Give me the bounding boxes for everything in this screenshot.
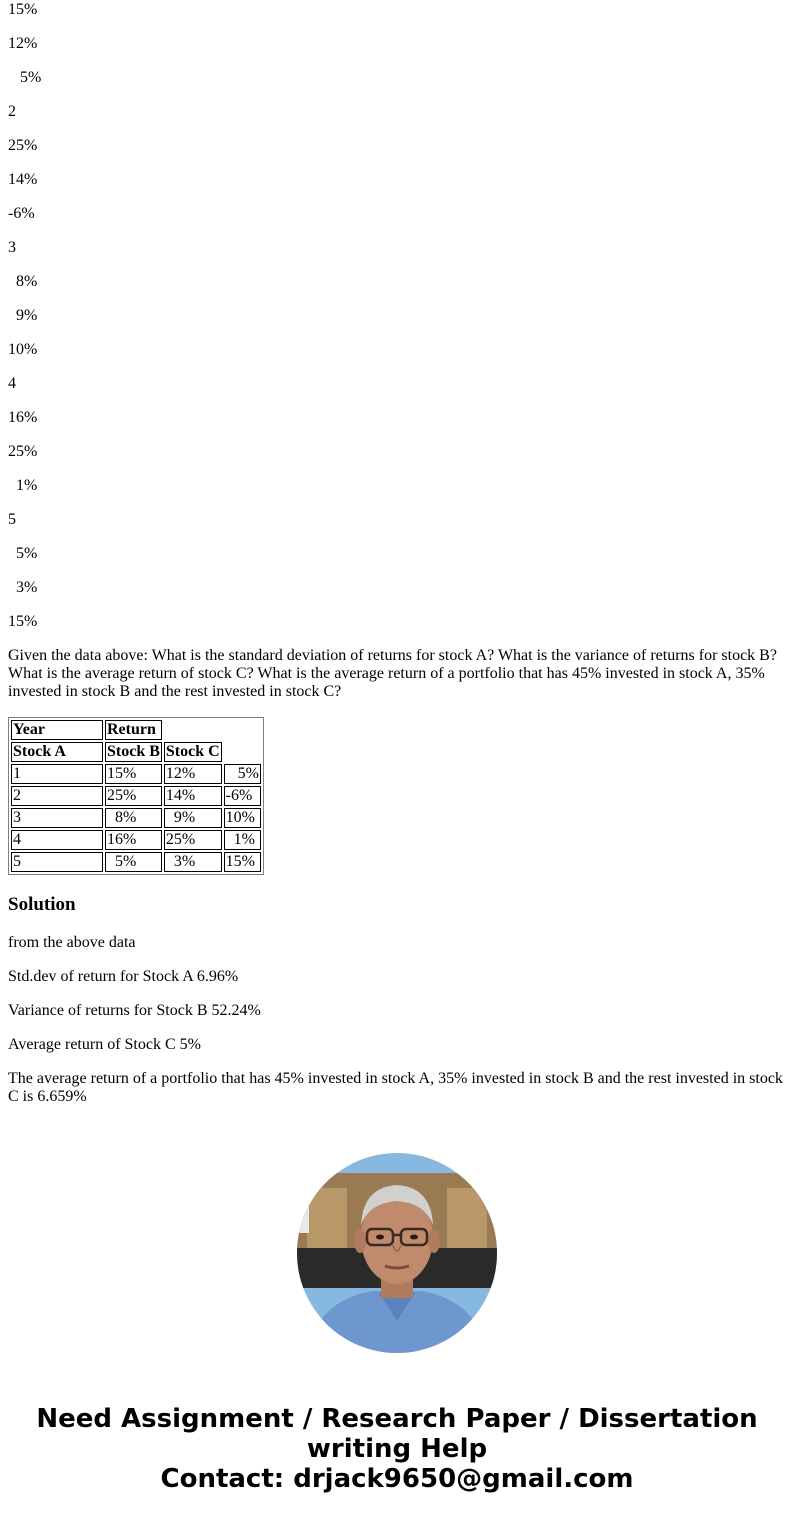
header-empty (224, 742, 261, 762)
table-cell: 1 (11, 764, 103, 784)
table-header-row (11, 742, 261, 762)
document-body (8, 1, 788, 1122)
value-line: 25% (8, 137, 38, 154)
table-cell: 14% (164, 786, 222, 806)
question-text: Given the data above: What is the standard deviation of returns for stock A? What is the variance of returns for stock B? What is the average return of stock C? What is the average return of a portfolio that has 45% invested in stock A, 35% invested in stock B and the rest invested in stock C? (8, 647, 777, 700)
table-cell: 16% (105, 830, 162, 850)
value-line: 15% (8, 1, 38, 18)
value-line: 3% (8, 579, 38, 596)
table-row (11, 808, 261, 828)
header-empty (164, 720, 222, 740)
solution-line: The average return of a portfolio that has 45% invested in stock A, 35% invested in stock B and the rest invested in stock C is 6.659% (8, 1070, 783, 1105)
table-cell: 5% (225, 765, 259, 782)
table-cell: 5% (105, 852, 162, 872)
value-line: 14% (8, 171, 38, 188)
header-stock-c: Stock C (165, 743, 220, 760)
table-cell: 4 (11, 830, 103, 850)
table-row (11, 786, 261, 806)
value-line: 1% (8, 477, 38, 494)
footer-line: Need Assignment / Research Paper / Dissertation (36, 1404, 758, 1434)
solution-line: Average return of Stock C 5% (8, 1036, 201, 1053)
footer-contact: Contact: drjack9650@gmail.com (160, 1464, 634, 1494)
table-row (11, 764, 261, 784)
value-line: 3 (8, 239, 16, 256)
value-line: 2 (8, 103, 16, 120)
table-row (11, 852, 261, 872)
table-cell: 12% (164, 764, 222, 784)
table-cell: 25% (105, 786, 162, 806)
value-line: 12% (8, 35, 38, 52)
table-cell: 5 (11, 852, 103, 872)
footer-banner (0, 1404, 794, 1494)
solution-line: from the above data (8, 934, 136, 951)
values-list (8, 1, 788, 631)
header-empty (224, 720, 261, 740)
table-cell: 15% (224, 852, 261, 872)
avatar-portrait-icon (297, 1153, 497, 1353)
header-stock-b: Stock B (106, 743, 160, 760)
value-line: 15% (8, 613, 38, 630)
header-return: Return (105, 720, 162, 740)
header-stock-a: Stock A (11, 742, 103, 762)
table-cell: 25% (164, 830, 222, 850)
value-line: 8% (8, 273, 38, 290)
table-cell: 2 (11, 786, 103, 806)
table-cell: 1% (224, 830, 261, 850)
table-cell: 8% (105, 808, 162, 828)
value-line: 4 (8, 375, 16, 392)
value-line: 5% (8, 69, 42, 86)
value-line: 16% (8, 409, 38, 426)
table-cell: -6% (224, 786, 261, 806)
solution-heading: Solution (8, 894, 76, 915)
solution-line: Std.dev of return for Stock A 6.96% (8, 968, 239, 985)
table-cell: 10% (224, 808, 261, 828)
value-line: 10% (8, 341, 38, 358)
table-cell: 9% (164, 808, 222, 828)
solution-line: Variance of returns for Stock B 52.24% (8, 1002, 261, 1019)
table-cell: 3% (164, 852, 222, 872)
table-header-row (11, 720, 261, 740)
table-cell: 3 (11, 808, 103, 828)
returns-table (8, 717, 264, 875)
value-line: 25% (8, 443, 38, 460)
value-line: 5% (8, 545, 38, 562)
solution-body (8, 934, 788, 1106)
value-line: 9% (8, 307, 38, 324)
table-cell: 15% (105, 764, 162, 784)
footer-line: writing Help (306, 1434, 488, 1464)
avatar (297, 1153, 497, 1353)
value-line: 5 (8, 511, 16, 528)
value-line: -6% (8, 205, 35, 222)
table-row (11, 830, 261, 850)
header-year: Year (11, 720, 103, 740)
